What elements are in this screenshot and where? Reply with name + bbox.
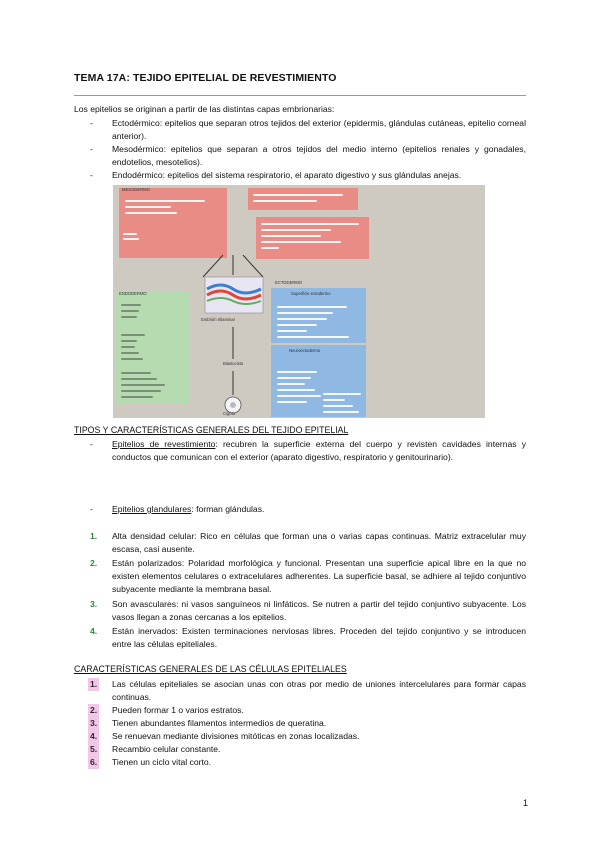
mesoderm-box-top xyxy=(248,188,358,210)
page-title: TEMA 17A: TEJIDO EPITELIAL DE REVESTIMIENTO xyxy=(74,72,337,84)
origin-term: Endodérmico xyxy=(112,170,163,180)
type-term: Epitelios glandulares xyxy=(112,504,192,514)
ectoderm-label: ECTODERMO xyxy=(275,280,303,285)
embryo-diagram xyxy=(193,255,273,415)
title-rule xyxy=(74,95,526,96)
origin-term: Ectodérmico xyxy=(112,118,160,128)
origin-term: Mesodérmico xyxy=(112,144,164,154)
ectoderm-box-top xyxy=(271,280,366,343)
feature-item: 3. Son avasculares: ni vasos sanguíneos ni linfáticos. Se nutren a partir del tejido conjuntivo subyacente. Los vasos llegan a zonas cercanas a los epitelios. xyxy=(90,599,526,622)
origin-item-ectoderm: - Ectodérmico: epitelios que separan otros tejidos del exterior (epidermis, glándulas cutáneas, epitelio corneal anterior). xyxy=(90,118,526,141)
intro-text: Los epitelios se originan a partir de las distintas capas embrionarias: xyxy=(74,104,335,114)
cell-feature-item: 3. Tienen abundantes filamentos intermedios de queratina. xyxy=(90,718,327,728)
page-number: 1 xyxy=(522,798,528,808)
mesoderm-label: MESODERMO xyxy=(122,187,150,192)
feature-item: 2. Están polarizados: Polaridad morfológica y funcional. Presentan una superficie apical libre en la que no existen elementos celulares o extracelulares adherentes. La superficie basal, se adhiere al tejido conjuntivo subyacente mediante la membrana basal. xyxy=(90,558,526,594)
surface-ectoderm-label: Superficie ectodermo xyxy=(291,291,331,296)
mesoderm-box-left xyxy=(119,188,227,258)
endoderm-label: ENDODERMO xyxy=(119,291,147,296)
origin-item-endoderm: - Endodérmico: epitelios del sistema respiratorio, el aparato digestivo y sus glándulas anejas. xyxy=(90,170,462,180)
feature-item: 4. Están inervados: Existen terminaciones nerviosas libres. Proceden del tejido conjuntivo y se introducen entre las células epiteliales. xyxy=(90,626,526,649)
feature-item: 1. Alta densidad celular: Rico en células que forman una o varias capas continuas. Matriz extracelular muy escasa, casi ausente. xyxy=(90,531,526,554)
embryonic-layers-figure xyxy=(113,185,485,418)
mesoderm-box-right xyxy=(256,217,369,259)
zygote-label: Cigoto xyxy=(223,411,236,416)
blastocyst-label: Blastocisto xyxy=(223,361,244,366)
type-item-covering: - Epitelios de revestimiento: recubren la superficie externa del cuerpo y revisten cavidades internas y conductos que comunican con el exterior (aparato digestivo, respiratorio y genitourinario). xyxy=(90,439,527,462)
type-item-glandular: - Epitelios glandulares: forman glándulas. xyxy=(90,504,265,514)
neuroectoderm-label: Neuroectodermo xyxy=(289,348,321,353)
type-term: Epitelios de revestimiento xyxy=(112,439,216,449)
origin-item-mesoderm: - Mesodérmico: epitelios que separan a otros tejidos del medio interno (epitelios renales y gonadales, endotelios, mesotelios). xyxy=(90,144,526,167)
cell-feature-item: 6. Tienen un ciclo vital corto. xyxy=(90,757,212,767)
cell-feature-item: 1. Las células epiteliales se asocian unas con otras por medio de uniones intercelulares para formar capas continuas. xyxy=(90,679,526,702)
endoderm-box xyxy=(115,292,189,404)
cell-feature-item: 4. Se renuevan mediante divisiones mitóticas en zonas localizadas. xyxy=(90,731,360,741)
embryo-label: Embrión trilaminar xyxy=(201,317,235,322)
section-heading-types: TIPOS Y CARACTERÍSTICAS GENERALES DEL TEJIDO EPITELIAL xyxy=(74,425,349,435)
cell-feature-item: 2. Pueden formar 1 o varios estratos. xyxy=(90,705,244,715)
cell-feature-item: 5. Recambio celular constante. xyxy=(90,744,221,754)
mesoderm-box-small xyxy=(119,225,157,245)
section-heading-cells: CARACTERÍSTICAS GENERALES DE LAS CÉLULAS EPITELIALES xyxy=(74,664,347,674)
ectoderm-box-bottom xyxy=(271,345,366,417)
